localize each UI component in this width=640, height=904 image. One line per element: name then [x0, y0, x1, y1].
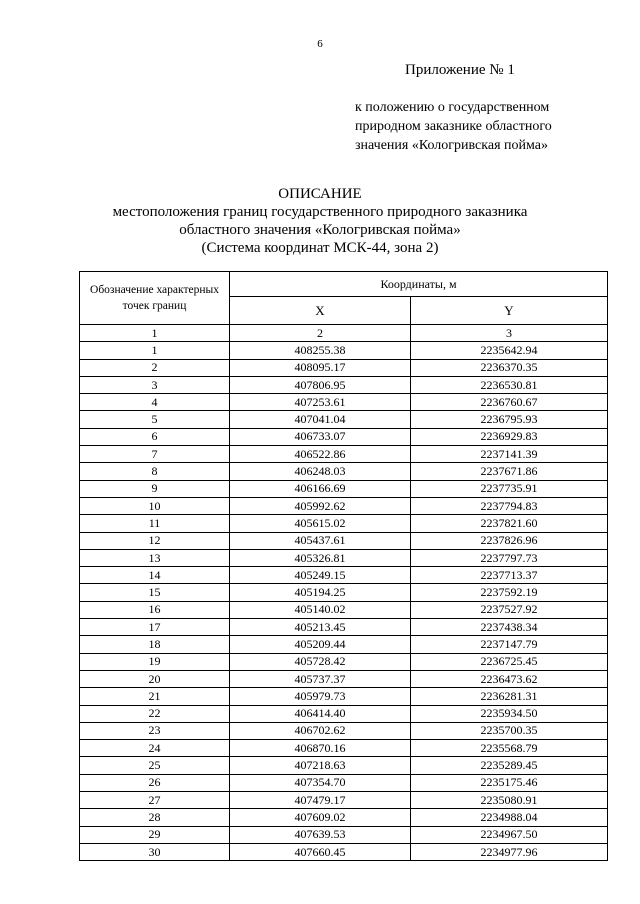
- x-coordinate-cell: 406166.69: [230, 480, 411, 497]
- point-number-cell: 22: [80, 705, 230, 722]
- point-number-cell: 8: [80, 463, 230, 480]
- point-number-cell: 19: [80, 653, 230, 670]
- x-coordinate-cell: 405992.62: [230, 497, 411, 514]
- x-coordinate-cell: 406248.03: [230, 463, 411, 480]
- x-coordinate-cell: 406870.16: [230, 740, 411, 757]
- y-coordinate-cell: 2235289.45: [411, 757, 608, 774]
- x-coordinate-cell: 405728.42: [230, 653, 411, 670]
- table-row: [80, 740, 608, 757]
- x-coordinate-cell: 405213.45: [230, 619, 411, 636]
- table-row: [80, 619, 608, 636]
- column-index-row: [80, 325, 608, 342]
- y-coordinate-cell: 2237821.60: [411, 515, 608, 532]
- table-row: [80, 584, 608, 601]
- x-coordinate-cell: 406733.07: [230, 428, 411, 445]
- point-number-cell: 6: [80, 428, 230, 445]
- point-number-cell: 20: [80, 670, 230, 687]
- point-number-cell: 2: [80, 359, 230, 376]
- x-coordinate-cell: 405140.02: [230, 601, 411, 618]
- point-number-cell: 28: [80, 809, 230, 826]
- x-coordinate-cell: 408095.17: [230, 359, 411, 376]
- table-row: [80, 342, 608, 359]
- table-row: [80, 809, 608, 826]
- table-row: [80, 843, 608, 860]
- point-number-cell: 14: [80, 567, 230, 584]
- regulation-line: природном заказнике областного: [355, 119, 552, 134]
- table-row: [80, 480, 608, 497]
- table-row: [80, 359, 608, 376]
- y-coordinate-cell: 2237794.83: [411, 497, 608, 514]
- table-row: [80, 394, 608, 411]
- table-row: [80, 446, 608, 463]
- x-coordinate-cell: 407354.70: [230, 774, 411, 791]
- point-number-cell: 30: [80, 843, 230, 860]
- x-coordinate-cell: 407479.17: [230, 792, 411, 809]
- table-row: [80, 376, 608, 393]
- point-number-cell: 11: [80, 515, 230, 532]
- table-row: [80, 515, 608, 532]
- point-number-cell: 27: [80, 792, 230, 809]
- y-coordinate-cell: 2237438.34: [411, 619, 608, 636]
- y-coordinate-cell: 2236530.81: [411, 376, 608, 393]
- y-coordinate-cell: 2235080.91: [411, 792, 608, 809]
- table-row: [80, 463, 608, 480]
- x-coordinate-cell: 407041.04: [230, 411, 411, 428]
- x-coordinate-cell: 407660.45: [230, 843, 411, 860]
- x-coordinate-cell: 405737.37: [230, 670, 411, 687]
- x-coordinate-cell: 405979.73: [230, 688, 411, 705]
- y-coordinate-cell: 2235568.79: [411, 740, 608, 757]
- table-row: [80, 532, 608, 549]
- x-coordinate-cell: 405437.61: [230, 532, 411, 549]
- column-index: 3: [411, 325, 608, 342]
- y-coordinate-cell: 2236473.62: [411, 670, 608, 687]
- y-coordinate-cell: 2236929.83: [411, 428, 608, 445]
- point-number-cell: 9: [80, 480, 230, 497]
- y-coordinate-cell: 2237671.86: [411, 463, 608, 480]
- table-row: [80, 792, 608, 809]
- y-coordinate-cell: 2235642.94: [411, 342, 608, 359]
- coordinates-header: Координаты, м: [230, 272, 608, 297]
- title-line: местоположения границ государственного природного заказника: [112, 204, 528, 220]
- y-coordinate-cell: 2236760.67: [411, 394, 608, 411]
- table-row: [80, 774, 608, 791]
- point-number-cell: 15: [80, 584, 230, 601]
- regulation-line: к положению о государственном: [355, 100, 550, 115]
- point-number-cell: 26: [80, 774, 230, 791]
- page-number: 6: [317, 38, 323, 50]
- y-coordinate-cell: 2237147.79: [411, 636, 608, 653]
- point-number-cell: 16: [80, 601, 230, 618]
- y-coordinate-cell: 2237735.91: [411, 480, 608, 497]
- appendix-label: Приложение № 1: [405, 62, 515, 78]
- table-row: [80, 428, 608, 445]
- x-coordinate-cell: 405194.25: [230, 584, 411, 601]
- title-line: ОПИСАНИЕ: [278, 186, 362, 202]
- y-coordinate-cell: 2234988.04: [411, 809, 608, 826]
- table-row: [80, 636, 608, 653]
- x-coordinate-cell: 407639.53: [230, 826, 411, 843]
- point-number-cell: 25: [80, 757, 230, 774]
- title-line: областного значения «Кологривская пойма»: [179, 222, 461, 238]
- x-coordinate-cell: 406414.40: [230, 705, 411, 722]
- title-line: (Система координат МСК-44, зона 2): [201, 240, 439, 256]
- document-title: [0, 185, 640, 257]
- point-number-cell: 21: [80, 688, 230, 705]
- table-row: [80, 601, 608, 618]
- y-coordinate-cell: 2236795.93: [411, 411, 608, 428]
- y-coordinate-cell: 2236370.35: [411, 359, 608, 376]
- point-number-cell: 4: [80, 394, 230, 411]
- x-coordinate-cell: 408255.38: [230, 342, 411, 359]
- point-number-cell: 23: [80, 722, 230, 739]
- point-number-cell: 5: [80, 411, 230, 428]
- x-coordinate-cell: 406702.62: [230, 722, 411, 739]
- column-index: 1: [80, 325, 230, 342]
- point-designation-header: Обозначение характерных точек границ: [80, 272, 230, 325]
- point-number-cell: 3: [80, 376, 230, 393]
- y-coordinate-cell: 2235700.35: [411, 722, 608, 739]
- x-coordinate-cell: 406522.86: [230, 446, 411, 463]
- point-number-cell: 13: [80, 549, 230, 566]
- y-coordinate-cell: 2237592.19: [411, 584, 608, 601]
- table-row: [80, 688, 608, 705]
- y-coordinate-cell: 2234977.96: [411, 843, 608, 860]
- x-coordinate-cell: 405615.02: [230, 515, 411, 532]
- regulation-line: значения «Кологривская пойма»: [355, 138, 548, 153]
- y-coordinate-cell: 2236281.31: [411, 688, 608, 705]
- y-coordinate-cell: 2237527.92: [411, 601, 608, 618]
- x-coordinate-cell: 405209.44: [230, 636, 411, 653]
- x-coordinate-cell: 407218.63: [230, 757, 411, 774]
- table-row: [80, 757, 608, 774]
- table-row: [80, 705, 608, 722]
- y-coordinate-cell: 2234967.50: [411, 826, 608, 843]
- x-coordinate-cell: 407609.02: [230, 809, 411, 826]
- table-row: [80, 497, 608, 514]
- x-coordinate-cell: 405249.15: [230, 567, 411, 584]
- column-index: 2: [230, 325, 411, 342]
- table-row: [80, 567, 608, 584]
- point-number-cell: 7: [80, 446, 230, 463]
- y-coordinate-cell: 2237826.96: [411, 532, 608, 549]
- table-row: [80, 826, 608, 843]
- y-coordinate-cell: 2237141.39: [411, 446, 608, 463]
- table-row: [80, 411, 608, 428]
- x-coordinate-cell: 407253.61: [230, 394, 411, 411]
- x-coordinate-cell: 405326.81: [230, 549, 411, 566]
- x-coordinate-cell: 407806.95: [230, 376, 411, 393]
- table-row: [80, 670, 608, 687]
- point-number-cell: 29: [80, 826, 230, 843]
- point-number-cell: 1: [80, 342, 230, 359]
- point-number-cell: 10: [80, 497, 230, 514]
- regulation-reference: [355, 98, 552, 155]
- point-number-cell: 17: [80, 619, 230, 636]
- x-header: X: [230, 297, 411, 325]
- y-header: Y: [411, 297, 608, 325]
- table-row: [80, 722, 608, 739]
- y-coordinate-cell: 2236725.45: [411, 653, 608, 670]
- y-coordinate-cell: 2235175.46: [411, 774, 608, 791]
- table-row: [80, 653, 608, 670]
- y-coordinate-cell: 2235934.50: [411, 705, 608, 722]
- y-coordinate-cell: 2237713.37: [411, 567, 608, 584]
- point-number-cell: 18: [80, 636, 230, 653]
- table-row: [80, 549, 608, 566]
- point-number-cell: 24: [80, 740, 230, 757]
- y-coordinate-cell: 2237797.73: [411, 549, 608, 566]
- coordinates-table: [79, 271, 608, 861]
- point-number-cell: 12: [80, 532, 230, 549]
